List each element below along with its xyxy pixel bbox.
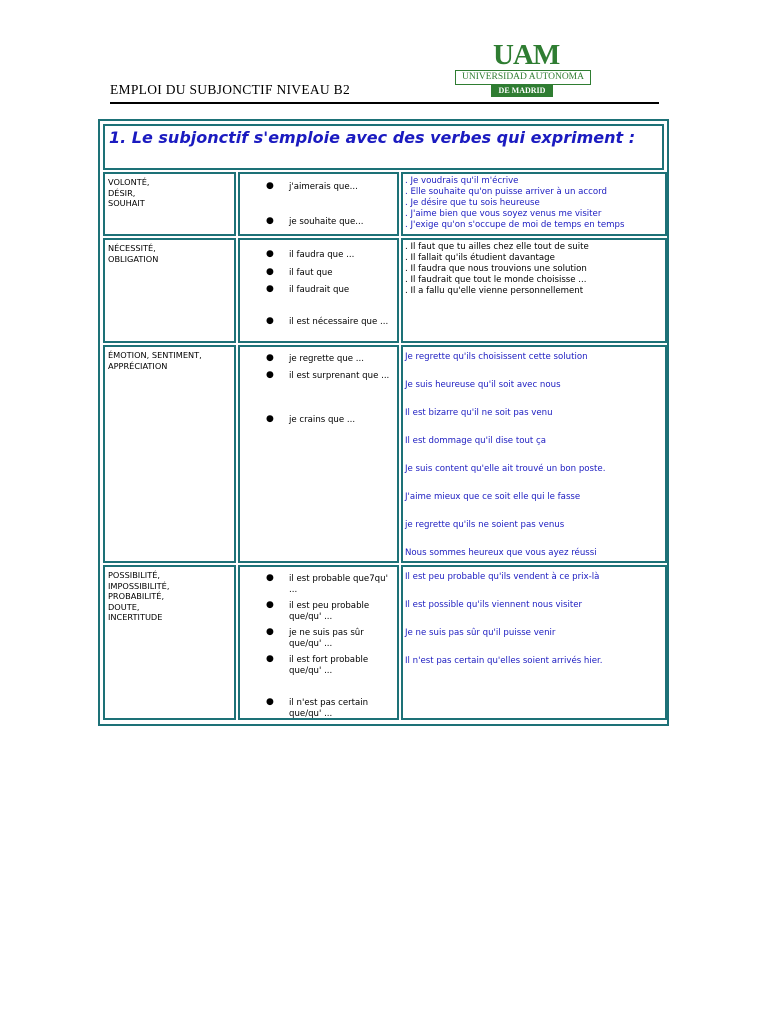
example-sentence: . Il fallait qu'ils étudient davantage (405, 253, 555, 263)
bullet-icon: ● (266, 353, 274, 363)
example-sentence: . Elle souhaite qu'on puisse arriver à un accord (405, 187, 607, 197)
example-sentence: . Il faut que tu ailles chez elle tout de suite (405, 242, 589, 252)
bullet-icon: ● (266, 284, 274, 294)
example-sentence: . J'aime bien que vous soyez venus me visiter (405, 209, 602, 219)
example-sentence: . J'exige qu'on s'occupe de moi de temps en temps (405, 220, 625, 230)
category-cell-necessite (103, 238, 236, 343)
example-sentence: Il est peu probable qu'ils vendent à ce prix-là (405, 572, 600, 582)
examples-cell-necessite (401, 238, 667, 343)
category-line: APPRÉCIATION (108, 360, 168, 371)
document-header (110, 36, 659, 104)
bullet-icon: ● (266, 627, 274, 637)
example-sentence: . Je voudrais qu'il m'écrive (405, 176, 519, 186)
expressions-cell-volonte: ● j'aimerais que... ● je souhaite que... (238, 172, 399, 236)
category-line: NÉCESSITÉ, (108, 243, 156, 253)
category-line: INCERTITUDE (108, 612, 163, 622)
example-sentence: . Je désire que tu sois heureuse (405, 198, 540, 208)
example-sentence: je regrette qu'ils ne soient pas venus (405, 520, 565, 530)
category-line: POSSIBILITÉ, (108, 570, 160, 580)
logo-university-name: UNIVERSIDAD AUTONOMA (455, 70, 591, 85)
category-line: OBLIGATION (108, 253, 159, 264)
expressions-cell-emotion: ● je regrette que ... ● il est surprenant que ... ● je crains que ... (238, 345, 399, 563)
example-sentence: Nous sommes heureux que vous ayez réussi (405, 548, 597, 558)
example-sentence: Il n'est pas certain qu'elles soient arrivés hier. (405, 656, 603, 666)
table-intro-heading: 1. Le subjonctif s'emploie avec des verbes qui expriment : (103, 124, 664, 170)
category-cell-possibilite (103, 565, 236, 720)
bullet-icon: ● (266, 654, 274, 664)
bullet-icon: ● (266, 267, 274, 277)
expressions-cell-necessite: ● il faudra que ... ● il faut que ● il faudrait que ● il est nécessaire que ... (238, 238, 399, 343)
category-line: ÉMOTION, SENTIMENT, (108, 350, 202, 360)
bullet-icon: ● (266, 370, 274, 380)
example-sentence: J'aime mieux que ce soit elle qui le fasse (405, 492, 581, 502)
examples-cell-possibilite (401, 565, 667, 720)
bullet-icon: ● (266, 216, 274, 226)
example-sentence: Je ne suis pas sûr qu'il puisse venir (405, 628, 556, 638)
examples-cell-emotion (401, 345, 667, 563)
category-line: VOLONTÉ, (108, 177, 150, 187)
bullet-icon: ● (266, 600, 274, 610)
example-sentence: . Il faudrait que tout le monde choisisse ... (405, 275, 587, 285)
expressions-cell-possibilite: ● il est probable que7qu' ... ● il est peu probable que/qu' ... ● je ne suis pas sûr que/qu' ... ● il est fort probable que/qu' ... ● il n'est pas certain que/qu' ... (238, 565, 399, 720)
bullet-icon: ● (266, 316, 274, 326)
category-line: PROBABILITÉ, (108, 591, 165, 601)
example-sentence: Il est possible qu'ils viennent nous visiter (405, 600, 583, 610)
subjunctive-table (98, 119, 669, 726)
example-sentence: Je suis content qu'elle ait trouvé un bon poste. (405, 464, 606, 474)
logo-city: DE MADRID (491, 85, 553, 97)
bullet-icon: ● (266, 249, 274, 259)
category-line: DOUTE, (108, 601, 140, 612)
university-logo (455, 40, 591, 98)
example-sentence: . Il faudra que nous trouvions une solution (405, 264, 587, 274)
category-line: SOUHAIT (108, 198, 145, 208)
category-line: DÉSIR, (108, 187, 136, 198)
examples-cell-volonte (401, 172, 667, 236)
bullet-icon: ● (266, 414, 274, 424)
example-sentence: . Il a fallu qu'elle vienne personnellement (405, 286, 584, 296)
bullet-icon: ● (266, 573, 274, 583)
example-sentence: Je suis heureuse qu'il soit avec nous (405, 380, 561, 390)
bullet-icon: ● (266, 181, 274, 191)
document-title: EMPLOI DU SUBJONCTIF NIVEAU B2 (110, 82, 351, 97)
category-line: IMPOSSIBILITÉ, (108, 580, 170, 591)
example-sentence: Il est bizarre qu'il ne soit pas venu (405, 408, 553, 418)
example-sentence: Il est dommage qu'il dise tout ça (405, 436, 546, 446)
logo-mark: UAM (493, 39, 560, 71)
category-cell-volonte (103, 172, 236, 236)
example-sentence: Je regrette qu'ils choisissent cette solution (405, 352, 588, 362)
bullet-icon: ● (266, 697, 274, 707)
category-cell-emotion (103, 345, 236, 563)
